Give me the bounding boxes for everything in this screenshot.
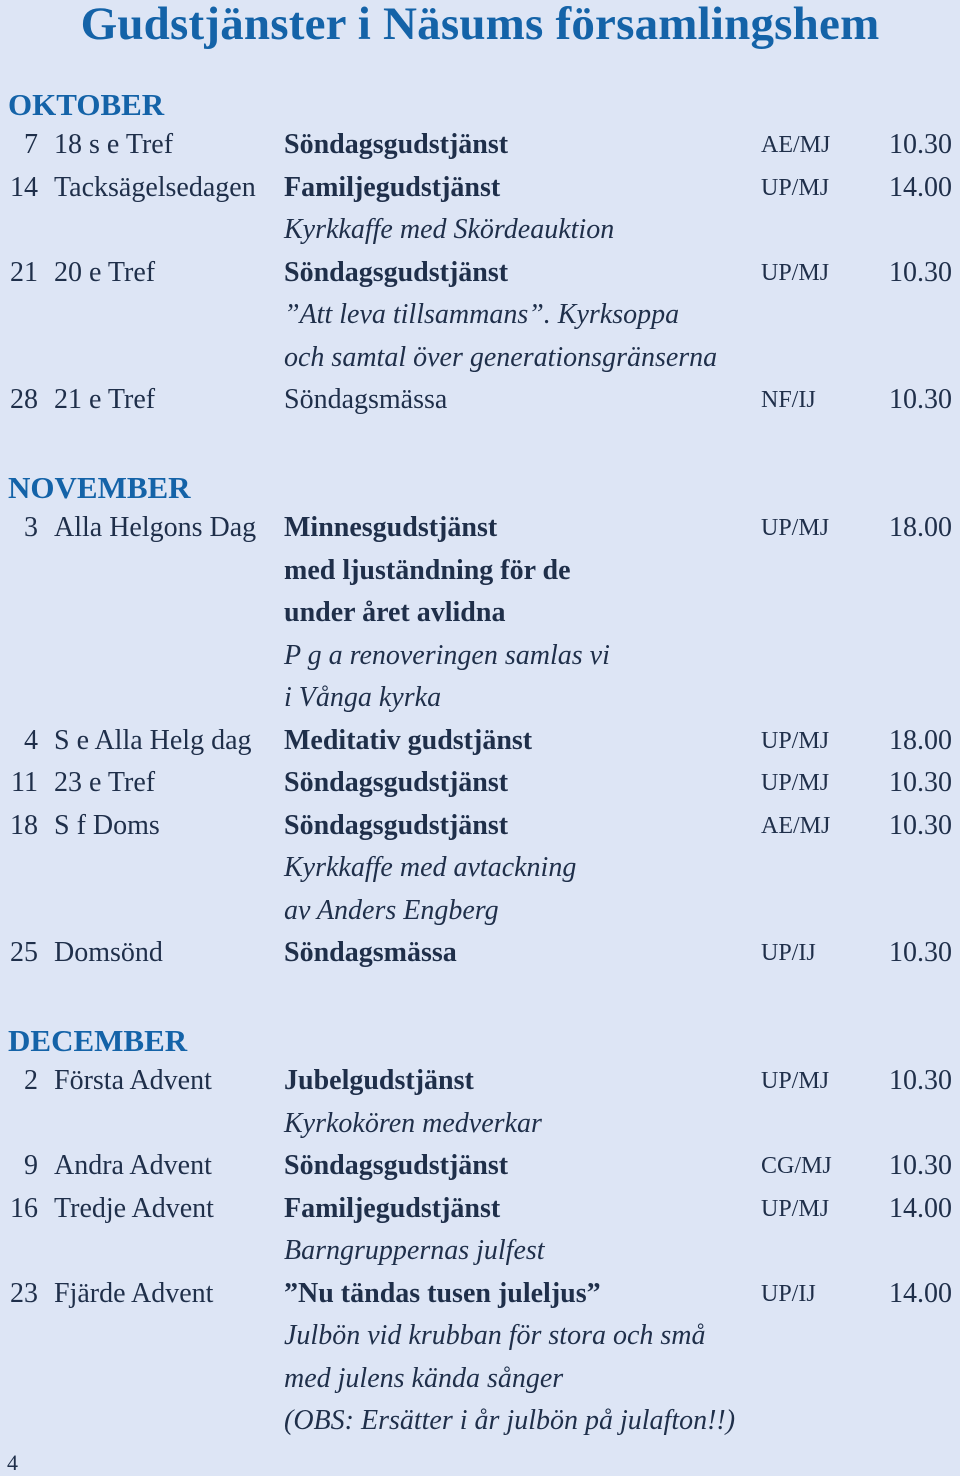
schedule-row xyxy=(0,805,960,848)
schedule-row xyxy=(0,124,960,167)
schedule-row xyxy=(0,379,960,422)
day-number: 28 xyxy=(10,384,38,415)
service: under året avlidna xyxy=(284,597,506,628)
schedule-row xyxy=(0,1400,960,1443)
schedule-row xyxy=(0,550,960,593)
schedule-row xyxy=(0,1358,960,1401)
schedule-row xyxy=(0,847,960,890)
schedule-row xyxy=(0,507,960,550)
schedule-row xyxy=(0,932,960,975)
day-number: 21 xyxy=(10,256,38,288)
schedule-row xyxy=(0,677,960,720)
service: Söndagsgudstjänst xyxy=(284,129,509,160)
service: Kyrkkaffe med Skördeauktion xyxy=(284,214,615,245)
service-time: 10.30 xyxy=(889,384,952,415)
schedule-row xyxy=(0,1273,960,1316)
service-time: 18.00 xyxy=(889,512,952,543)
service: Söndagsmässa xyxy=(284,384,448,415)
occasion: Andra Advent xyxy=(54,1150,212,1181)
service-time: 10.30 xyxy=(889,937,952,968)
schedule-row xyxy=(0,294,960,337)
schedule-row xyxy=(0,890,960,933)
service: med ljuständning för de xyxy=(284,554,571,586)
month-heading-oktober: OKTOBER xyxy=(8,87,165,122)
day-number: 14 xyxy=(10,171,38,203)
occasion: Tredje Advent xyxy=(54,1192,214,1224)
service: P g a renoveringen samlas vi xyxy=(284,639,610,671)
day-number: 2 xyxy=(24,1065,38,1096)
service-time: 14.00 xyxy=(889,171,952,203)
occasion: S e Alla Helg dag xyxy=(54,724,252,756)
service-time: 10.30 xyxy=(889,767,952,798)
day-number: 16 xyxy=(10,1192,38,1224)
officiants: UP/MJ xyxy=(761,515,830,541)
officiants: UP/MJ xyxy=(761,770,830,796)
officiants: UP/IJ xyxy=(761,940,816,966)
day-number: 9 xyxy=(24,1150,38,1181)
officiants: UP/MJ xyxy=(761,259,830,286)
month-heading-november: NOVEMBER xyxy=(8,470,191,505)
service: Söndagsgudstjänst xyxy=(284,767,509,798)
service: Minnesgudstjänst xyxy=(284,512,498,543)
schedule-row xyxy=(0,1230,960,1273)
service-time: 10.30 xyxy=(889,1150,952,1181)
officiants: AE/MJ xyxy=(761,812,831,839)
day-number: 3 xyxy=(24,512,38,543)
day-number: 11 xyxy=(11,767,38,798)
officiants: UP/MJ xyxy=(761,174,830,201)
day-number: 25 xyxy=(10,937,38,968)
officiants: NF/IJ xyxy=(761,387,816,413)
officiants: UP/MJ xyxy=(761,1195,830,1222)
service: ”Att leva tillsammans”. Kyrksoppa xyxy=(284,299,680,330)
service: Familjegudstjänst xyxy=(284,1192,501,1224)
schedule-row xyxy=(0,337,960,380)
service: Jubelgudstjänst xyxy=(284,1065,474,1096)
officiants: UP/IJ xyxy=(761,1280,816,1307)
day-number: 23 xyxy=(10,1277,38,1309)
page-number: 4 xyxy=(7,1450,18,1475)
service-time: 10.30 xyxy=(889,809,952,841)
service: ”Nu tändas tusen juleljus” xyxy=(284,1277,601,1309)
occasion: 23 e Tref xyxy=(54,767,156,798)
service: Familjegudstjänst xyxy=(284,171,501,203)
day-number: 7 xyxy=(24,129,38,160)
officiants: UP/MJ xyxy=(761,727,830,754)
schedule-row xyxy=(0,592,960,635)
service-time: 18.00 xyxy=(889,724,952,756)
service: i Vånga kyrka xyxy=(284,682,442,713)
service: Kyrkokören medverkar xyxy=(284,1107,542,1139)
service: Söndagsmässa xyxy=(284,937,457,968)
service: Barngruppernas julfest xyxy=(284,1235,545,1266)
service: Julbön vid krubban för stora och små xyxy=(284,1320,706,1351)
schedule-row xyxy=(0,635,960,678)
schedule-row xyxy=(0,762,960,805)
page-title: Gudstjänster i Näsums församlingshem xyxy=(80,0,880,50)
officiants: AE/MJ xyxy=(761,132,831,158)
service: av Anders Engberg xyxy=(284,894,499,926)
service-time: 14.00 xyxy=(889,1192,952,1224)
service: Söndagsgudstjänst xyxy=(284,256,509,288)
service: Söndagsgudstjänst xyxy=(284,809,509,841)
schedule-row xyxy=(0,1188,960,1231)
service: (OBS: Ersätter i år julbön på julafton!!) xyxy=(284,1405,736,1436)
officiants: UP/MJ xyxy=(761,1068,830,1094)
schedule-row xyxy=(0,252,960,295)
occasion: Tacksägelsedagen xyxy=(54,171,256,203)
occasion: Första Advent xyxy=(54,1065,212,1096)
service: och samtal över generationsgränserna xyxy=(284,341,718,373)
service-time: 10.30 xyxy=(889,256,952,288)
service: Meditativ gudstjänst xyxy=(284,724,533,756)
occasion: 18 s e Tref xyxy=(54,129,174,160)
schedule-row xyxy=(0,1103,960,1146)
schedule-row xyxy=(0,720,960,763)
service-time: 10.30 xyxy=(889,1065,952,1096)
service: Söndagsgudstjänst xyxy=(284,1150,509,1181)
schedule-row xyxy=(0,209,960,252)
schedule-row xyxy=(0,1145,960,1188)
service-time: 14.00 xyxy=(889,1277,952,1309)
schedule-row xyxy=(0,1315,960,1358)
day-number: 4 xyxy=(24,724,38,756)
day-number: 18 xyxy=(10,809,38,841)
occasion: Domsönd xyxy=(54,937,163,968)
schedule-row xyxy=(0,1060,960,1103)
schedule-row xyxy=(0,167,960,210)
service: Kyrkkaffe med avtackning xyxy=(284,852,577,883)
occasion: Fjärde Advent xyxy=(54,1277,214,1309)
occasion: 20 e Tref xyxy=(54,256,156,288)
occasion: 21 e Tref xyxy=(54,384,156,415)
officiants: CG/MJ xyxy=(761,1153,832,1179)
service-time: 10.30 xyxy=(889,129,952,160)
service: med julens kända sånger xyxy=(284,1362,564,1394)
occasion: S f Doms xyxy=(54,809,160,841)
occasion: Alla Helgons Dag xyxy=(54,512,257,543)
month-heading-december: DECEMBER xyxy=(8,1023,188,1058)
